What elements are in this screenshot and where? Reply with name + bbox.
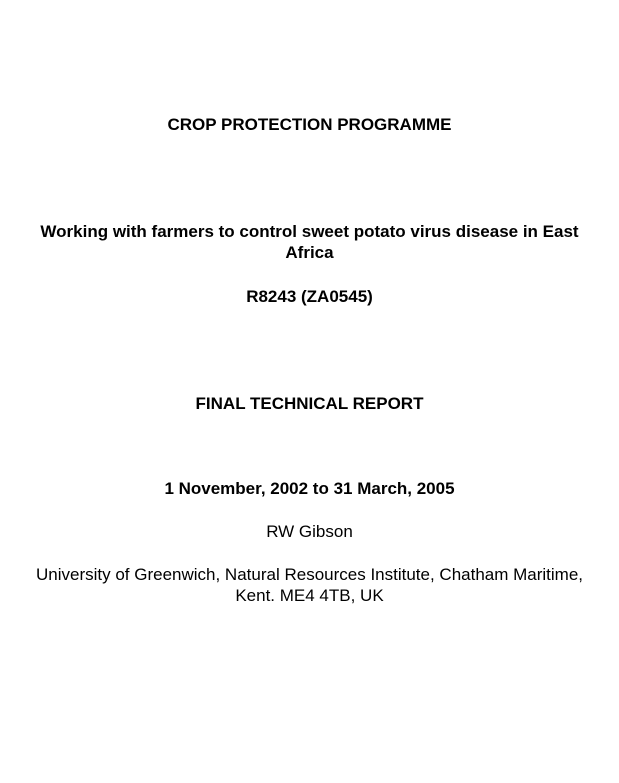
report-period: 1 November, 2002 to 31 March, 2005 [164,479,455,498]
author-affiliation: University of Greenwich, Natural Resources Institute, Chatham Maritime, Kent. ME4 4TB, UK [35,565,584,605]
project-reference: R8243 (ZA0545) [246,287,373,306]
project-title: Working with farmers to control sweet potato virus disease in East Africa [40,222,579,262]
programme-heading: CROP PROTECTION PROGRAMME [167,115,452,134]
report-type-heading: FINAL TECHNICAL REPORT [195,394,424,413]
author-name: RW Gibson [266,522,353,541]
